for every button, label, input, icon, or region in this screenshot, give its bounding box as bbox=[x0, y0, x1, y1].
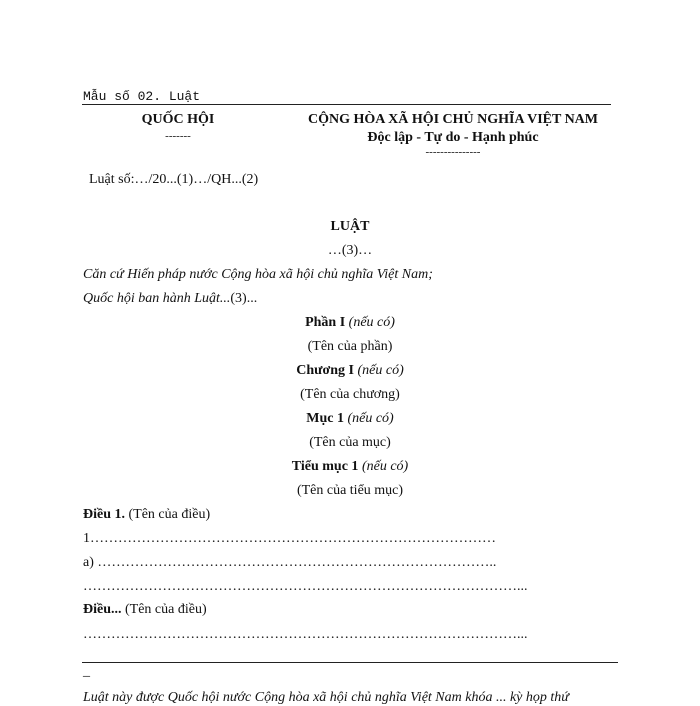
part-note: (nếu có) bbox=[348, 315, 395, 330]
form-label: Mẫu số 02. Luật bbox=[83, 89, 201, 104]
preamble-constitution: Căn cứ Hiến pháp nước Cộng hòa xã hội chủ nghĩa Việt Nam; bbox=[83, 267, 433, 282]
part-name: (Tên của phần) bbox=[307, 339, 393, 354]
separator-rule bbox=[82, 662, 618, 663]
national-motto: Độc lập - Tự do - Hạnh phúc bbox=[367, 130, 539, 145]
section-note: (nếu có) bbox=[347, 411, 394, 426]
point-a-line: a) ………………………………………………………………………….. bbox=[83, 555, 497, 570]
issuing-body-dashes: ------- bbox=[165, 130, 191, 142]
header-top-rule bbox=[82, 104, 611, 105]
section-label: Mục 1 bbox=[306, 411, 344, 426]
dotted-line-2: …………………………………………………………………………………... bbox=[83, 627, 528, 642]
preamble-enactment-italic: Quốc hội ban hành Luật... bbox=[83, 291, 231, 306]
section-name: (Tên của mục) bbox=[309, 435, 391, 450]
chapter-heading bbox=[0, 363, 700, 379]
article-1-label: Điều 1. bbox=[83, 507, 125, 522]
article-1-heading bbox=[83, 507, 210, 523]
national-title: CỘNG HÒA XÃ HỘI CHỦ NGHĨA VIỆT NAM bbox=[307, 112, 598, 127]
preamble-enactment bbox=[83, 291, 257, 307]
issuing-body: QUỐC HỘI bbox=[141, 112, 215, 127]
part-label: Phần I bbox=[305, 315, 346, 330]
subsection-name: (Tên của tiểu mục) bbox=[296, 483, 404, 498]
subsection-label: Tiểu mục 1 bbox=[291, 459, 359, 474]
preamble-enactment-ref: (3)... bbox=[230, 291, 258, 306]
dotted-line: …………………………………………………………………………………... bbox=[83, 579, 528, 594]
article-n-heading bbox=[83, 602, 207, 618]
article-n-label: Điều... bbox=[83, 602, 122, 617]
subsection-note: (nếu có) bbox=[361, 459, 409, 474]
document-name: …(3)… bbox=[327, 243, 373, 258]
chapter-label: Chương I bbox=[296, 363, 355, 378]
motto-dashes: --------------- bbox=[425, 146, 481, 158]
part-heading bbox=[0, 315, 700, 331]
subsection-heading bbox=[0, 459, 700, 475]
chapter-name: (Tên của chương) bbox=[300, 387, 400, 402]
document-title: LUẬT bbox=[330, 219, 370, 234]
article-n-name: (Tên của điều) bbox=[125, 602, 207, 617]
article-1-name: (Tên của điều) bbox=[128, 507, 211, 522]
clause-1-line: 1…………………………………………………………………………… bbox=[83, 531, 496, 546]
section-heading bbox=[0, 411, 700, 427]
chapter-note: (nếu có) bbox=[357, 363, 404, 378]
law-number: Luật số:…/20...(1)…/QH...(2) bbox=[89, 172, 259, 187]
closing-statement: Luật này được Quốc hội nước Cộng hòa xã hội chủ nghĩa Việt Nam khóa ... kỳ họp thứ bbox=[83, 690, 569, 705]
separator-dash: _ bbox=[83, 664, 90, 679]
